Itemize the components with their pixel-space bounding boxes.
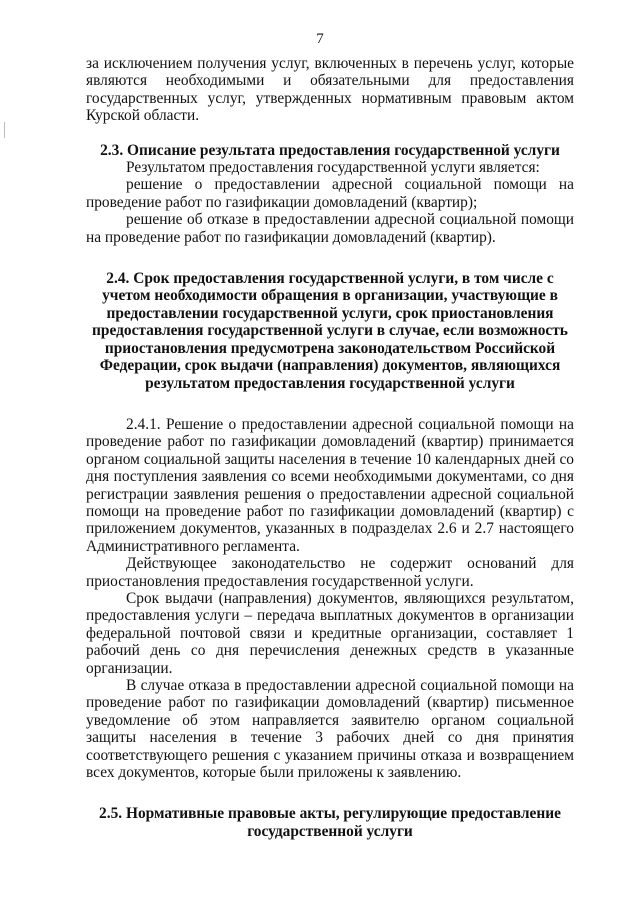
scan-margin-mark (4, 122, 5, 138)
section-2-5-heading: 2.5. Нормативные правовые акты, регулирующие предоставление государственной услуги (99, 805, 561, 840)
section-2-3-item-1: решение о предоставлении адресной социальной помощи на проведение работ по газификации домовладений (квартир); (86, 176, 574, 211)
section-2-4-paragraph-4: В случае отказа в предоставлении адресной социальной помощи на проведение работ по газификации домовладений (квартир) письменное уведомление об этом направляется заявителю органом социальной защиты населения в течение 3 рабочих дней со дня принятия соответствующего решения с указанием причины отказа и возвращением всех документов, которые были приложены к заявлению. (86, 677, 574, 782)
document-body (86, 55, 574, 840)
section-2-4-paragraph-2: Действующее законодательство не содержит оснований для приостановления предоставления государственной услуги. (86, 555, 574, 590)
section-2-3-item-2: решение об отказе в предоставлении адресной социальной помощи на проведение работ по газификации домовладений (квартир). (86, 211, 574, 246)
section-2-3-heading: 2.3. Описание результата предоставления государственной услуги (100, 141, 560, 159)
page-number: 7 (316, 31, 324, 47)
section-2-4-heading: 2.4. Срок предоставления государственной услуги, в том числе с учетом необходимости обращения в организации, участвующие в предоставлении государственной услуги, срок приостановления предоставления государственной услуги в случае, если возможность приостановления предусмотрена законодательством Российской Федерации, срок выдачи (направления) документов, являющихся результатом предоставления государственной услуги (92, 270, 568, 392)
section-2-4-paragraph-1: 2.4.1. Решение о предоставлении адресной социальной помощи на проведение работ по газификации домовладений (квартир) принимается органом социальной защиты населения в течение 10 календарных дней со дня поступления заявления со всеми необходимыми документами, со дня регистрации заявления решения о предоставлении адресной социальной помощи на проведение работ по газификации домовладений (квартир) с приложением документов, указанных в подразделах 2.6 и 2.7 настоящего Административного регламента. (86, 415, 574, 555)
section-2-4-paragraph-3: Срок выдачи (направления) документов, являющихся результатом, предоставления услуги – передача выплатных документов в организации федеральной почтовой связи и кредитные организации, составляет 1 рабочий день со дня перечисления денежных средств в указанные организации. (86, 589, 574, 677)
intro-paragraph: за исключением получения услуг, включенных в перечень услуг, которые являются необходимыми и обязательными для предоставления государственных услуг, утвержденных нормативным правовым актом Курской области. (86, 55, 574, 125)
section-2-3-lead: Результатом предоставления государственной услуги является: (126, 159, 540, 177)
